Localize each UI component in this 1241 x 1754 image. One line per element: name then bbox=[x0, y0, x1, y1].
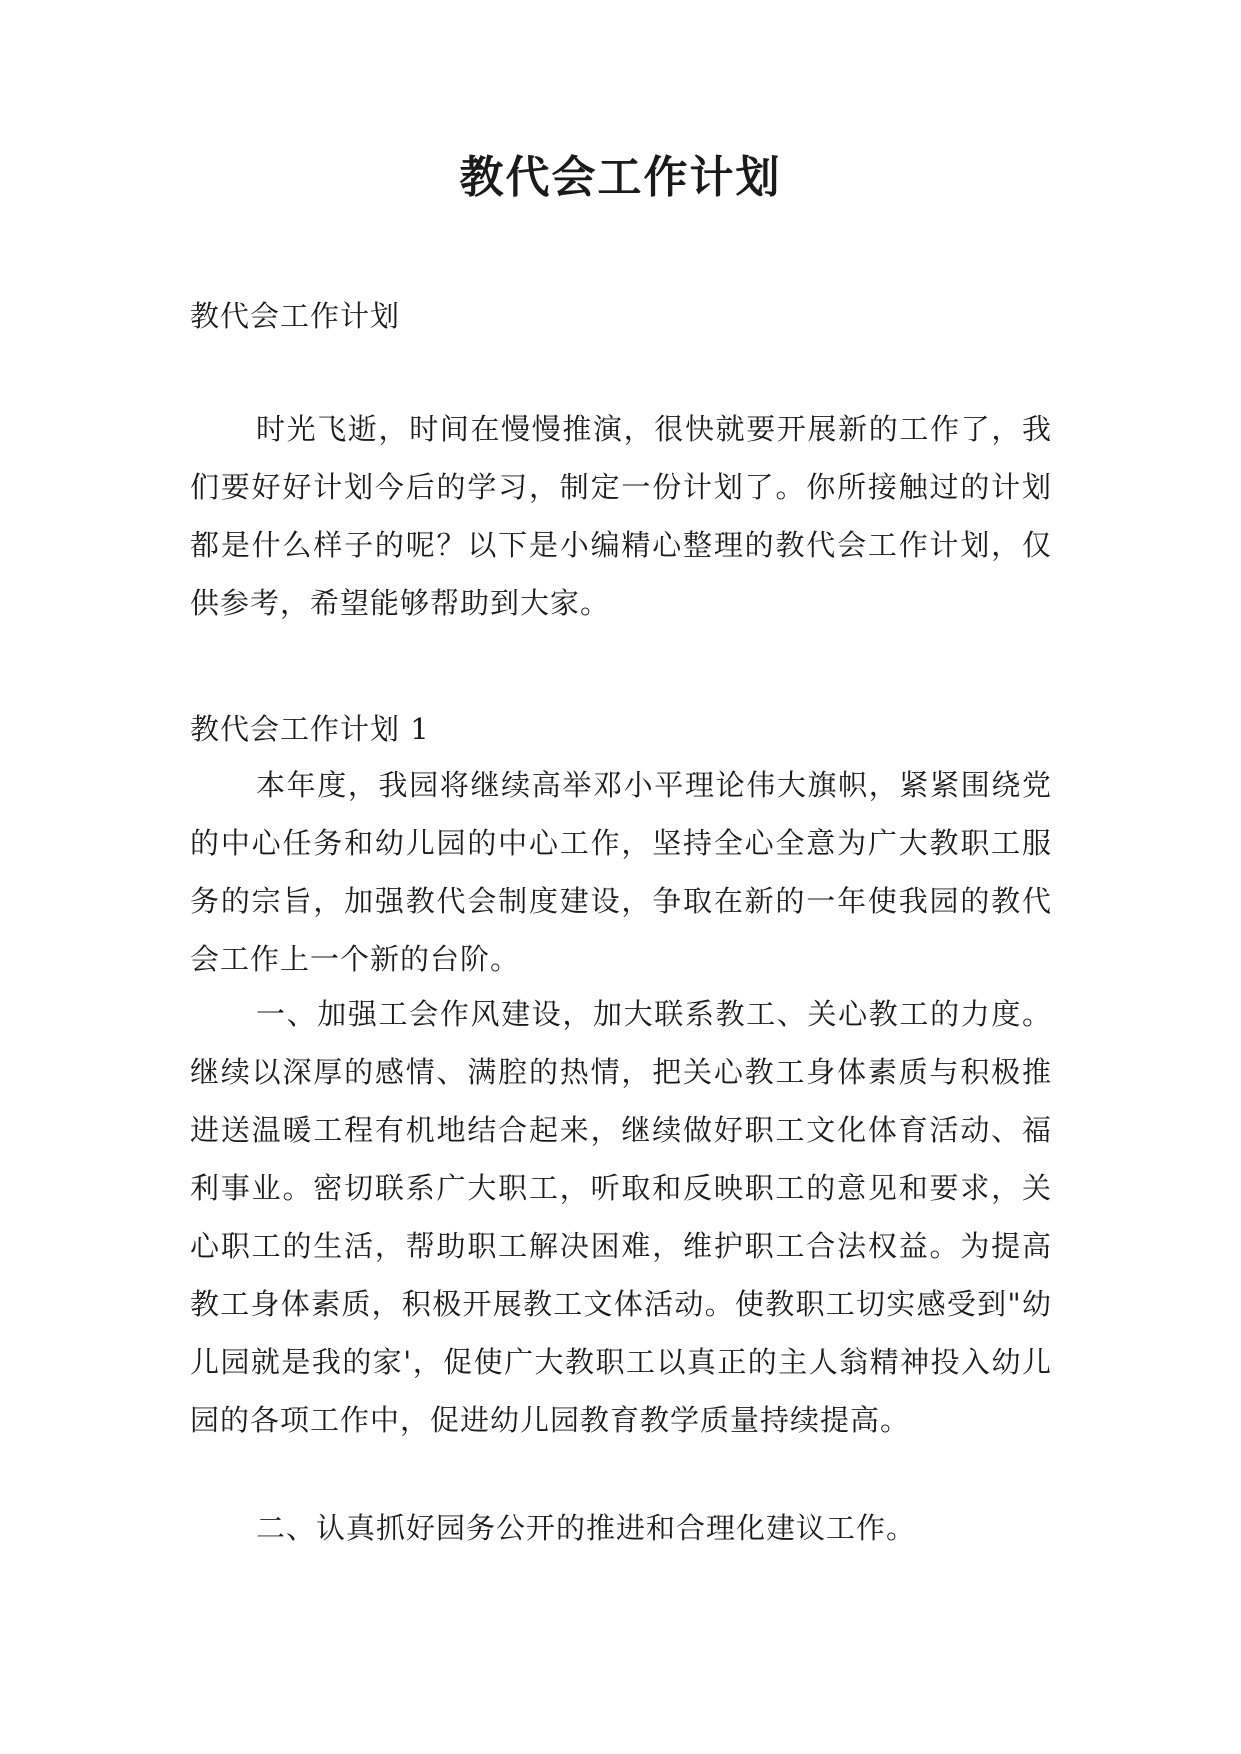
section-heading: 教代会工作计划 1 bbox=[190, 712, 430, 746]
document-subtitle: 教代会工作计划 bbox=[190, 299, 401, 333]
intro-paragraph: 时光飞逝，时间在慢慢推演，很快就要开展新的工作了，我们要好好计划今后的学习，制定一份计划了。你所接触过的计划都是什么样子的呢？以下是小编精心整理的教代会工作计划，仅供参考，希望能够帮助到大家。 bbox=[190, 412, 1052, 620]
body-paragraph-1: 本年度，我园将继续高举邓小平理论伟大旗帜，紧紧围绕党的中心任务和幼儿园的中心工作，坚持全心全意为广大教职工服务的宗旨，加强教代会制度建设，争取在新的一年使我园的教代会工作上一个新的台阶。 bbox=[190, 768, 1052, 976]
body-paragraph-3: 二、认真抓好园务公开的推进和合理化建议工作。 bbox=[256, 1511, 917, 1545]
body-paragraph-2: 一、加强工会作风建设，加大联系教工、关心教工的力度。继续以深厚的感情、满腔的热情，把关心教工身体素质与积极推进送温暖工程有机地结合起来，继续做好职工文化体育活动、福利事业。密切联系广大职工，听取和反映职工的意见和要求，关心职工的生活，帮助职工解决困难，维护职工合法权益。为提高教工身体素质，积极开展教工文体活动。使教职工切实感受到"幼儿园就是我的家'，促使广大教职工以真正的主人翁精神投入幼儿园的各项工作中，促进幼儿园教育教学质量持续提高。 bbox=[190, 997, 1052, 1437]
document-title: 教代会工作计划 bbox=[459, 152, 782, 203]
